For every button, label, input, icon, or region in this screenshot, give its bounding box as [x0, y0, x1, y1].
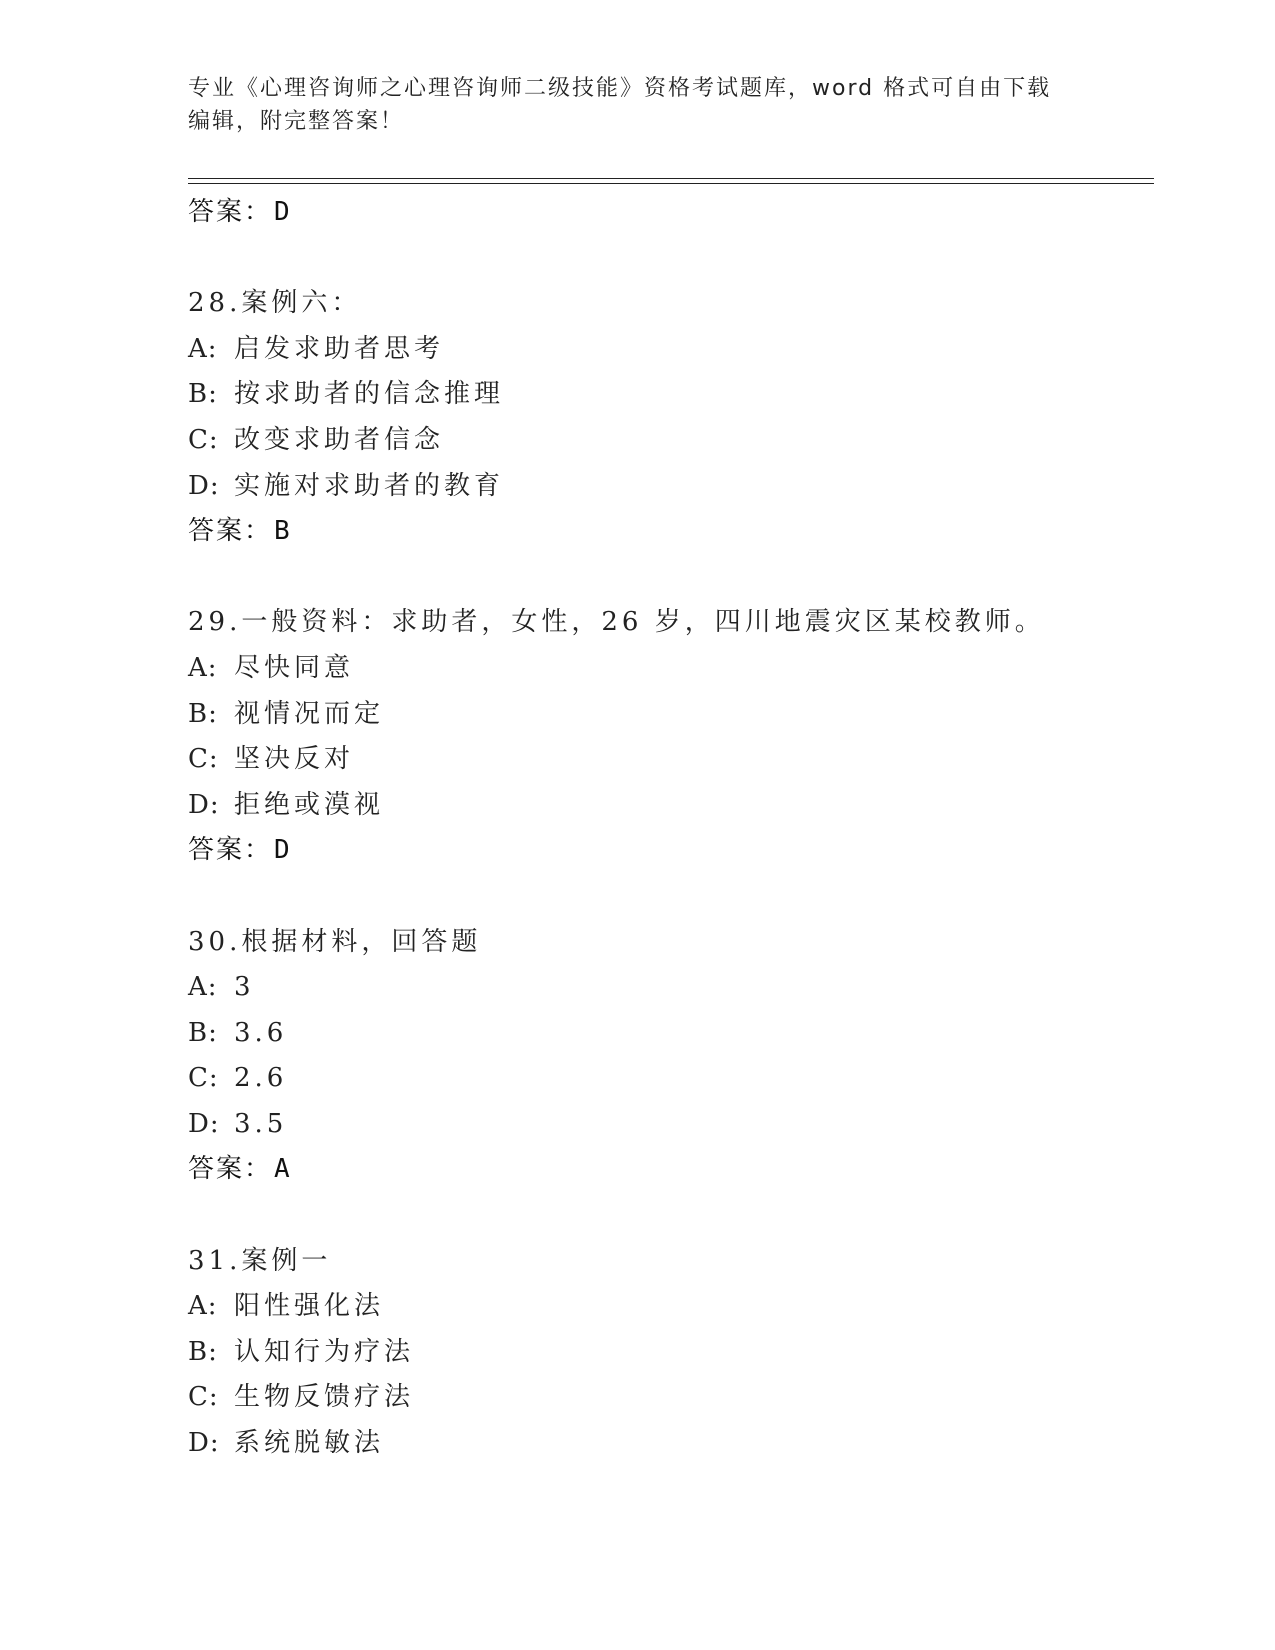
option-text: 尽快同意	[234, 652, 355, 683]
option-text: 视情况而定	[234, 698, 385, 729]
option-text: 拒绝或漠视	[234, 789, 385, 820]
option-item	[188, 464, 1188, 510]
answer-value: D	[274, 835, 292, 866]
option-item	[188, 1102, 1188, 1148]
option-item	[188, 1056, 1188, 1102]
option-key: A:	[188, 1291, 218, 1322]
question-stem: 29.一般资料：求助者，女性，26 岁，四川地震灾区某校教师。	[188, 607, 1045, 638]
option-item	[188, 646, 1188, 692]
option-key: A:	[188, 652, 218, 683]
option-key: A:	[188, 972, 218, 1003]
option-item	[188, 692, 1188, 738]
option-item	[188, 737, 1188, 783]
option-item	[188, 965, 1188, 1011]
option-text: 改变求助者信念	[234, 424, 445, 455]
option-text: 生物反馈疗法	[234, 1382, 415, 1413]
spacer	[188, 236, 1188, 282]
option-text: 按求助者的信念推理	[234, 379, 505, 410]
spacer	[188, 1193, 1188, 1239]
option-item	[188, 1284, 1188, 1330]
option-text: 3.5	[234, 1108, 288, 1139]
answer-label: 答案：	[188, 197, 273, 227]
option-text: 系统脱敏法	[234, 1428, 385, 1459]
question-stem: 28.案例六：	[188, 288, 362, 319]
option-text: 启发求助者思考	[234, 333, 445, 364]
question-stem: 31.案例一	[188, 1245, 332, 1276]
answer-line	[188, 1147, 1188, 1193]
option-item	[188, 418, 1188, 464]
option-key: D:	[188, 470, 220, 501]
answer-value: B	[274, 516, 292, 547]
option-item	[188, 1011, 1188, 1057]
option-key: B:	[188, 379, 218, 410]
option-item	[188, 1375, 1188, 1421]
spacer	[188, 874, 1188, 920]
option-text: 阳性强化法	[234, 1291, 385, 1322]
option-key: C:	[188, 1063, 219, 1094]
option-text: 2.6	[234, 1063, 288, 1094]
option-key: B:	[188, 1017, 218, 1048]
option-key: C:	[188, 424, 219, 455]
option-key: C:	[188, 1382, 219, 1413]
option-text: 实施对求助者的教育	[234, 470, 505, 501]
option-item	[188, 327, 1188, 373]
option-text: 坚决反对	[234, 744, 355, 775]
option-item	[188, 783, 1188, 829]
option-key: B:	[188, 698, 218, 729]
answer-label: 答案：	[188, 1154, 273, 1185]
answer-label: 答案：	[188, 835, 273, 866]
header-divider-bottom	[188, 183, 1154, 184]
header-line-1: 专业《心理咨询师之心理咨询师二级技能》资格考试题库，word 格式可自由下载	[188, 76, 1052, 101]
header-line-2: 编辑，附完整答案！	[188, 109, 405, 134]
answer-label: 答案：	[188, 516, 273, 547]
question-stem: 30.根据材料，回答题	[188, 926, 482, 957]
document-header	[188, 72, 1068, 138]
answer-line	[188, 828, 1188, 874]
option-key: A:	[188, 333, 218, 364]
option-item	[188, 1330, 1188, 1376]
option-key: B:	[188, 1336, 218, 1367]
answer-line	[188, 509, 1188, 555]
answer-line	[188, 190, 1188, 236]
header-divider-top	[188, 178, 1154, 179]
spacer	[188, 555, 1188, 601]
option-item	[188, 372, 1188, 418]
option-key: D:	[188, 789, 220, 820]
question-list	[188, 190, 1188, 1467]
option-key: C:	[188, 744, 219, 775]
option-key: D:	[188, 1428, 220, 1459]
option-text: 3	[234, 972, 255, 1003]
option-key: D:	[188, 1108, 220, 1139]
option-text: 3.6	[234, 1017, 288, 1048]
option-text: 认知行为疗法	[234, 1336, 415, 1367]
option-item	[188, 1421, 1188, 1467]
answer-value: D	[274, 197, 292, 227]
answer-value: A	[274, 1154, 292, 1185]
